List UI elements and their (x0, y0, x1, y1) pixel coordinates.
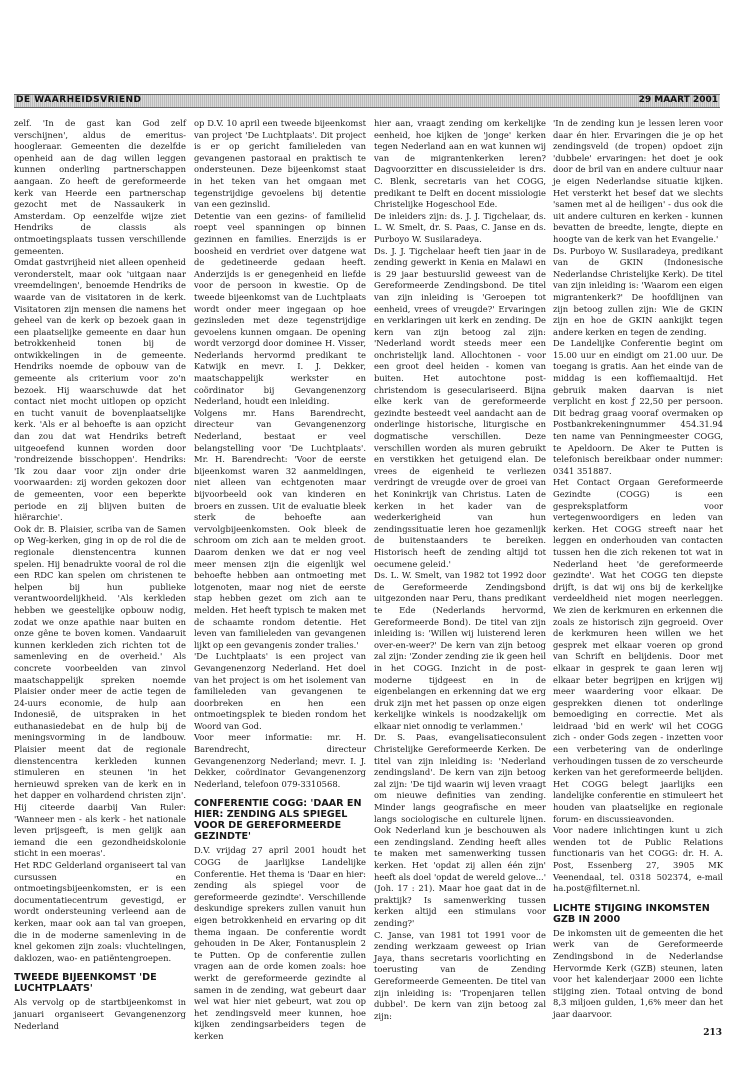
paragraph: De Landelijke Conferentie begint om 15.00 uur en eindigt om 21.00 uur. De toegang is gratis. Aan het einde van de middag is een koffiemaaltijd. Het gebruik maken daarvan is niet verplicht en kost ƒ 22,50 per persoon. Dit bedrag graag vooraf overmaken op Postbankrekeningnummer 454.31.94 ten name van Penningmeester COGG, te Apeldoorn. De Aker te Putten is telefonisch bereikbaar onder nummer: 0341 351887. (553, 338, 723, 476)
column-2 (194, 118, 366, 1041)
paragraph: Ds. J. J. Tigchelaar heeft tien jaar in de zending gewerkt in Kenia en Malawi en is 29 jaar bestuurslid geweest van de Gereformeerde Zendingsbond. De titel van zijn inleiding is 'Geroepen tot eenheid, vrees of vreugde?' Ervaringen en verklaringen uit kerk en zending. De kern van zijn betoog zal zijn: 'Nederland wordt steeds meer een onchristelijk land. Allochtonen - voor een groot deel heiden - komen van buiten. Het autochtone post-christendom is geseculariseerd. Bijna elke kerk van de gereformeerde gezindte besteedt veel aandacht aan de onderlinge historische, liturgische en dogmatische verschillen. Deze verschillen worden als muren gebruikt en verstikken het getuigend elan. De vrees de eigenheid te verliezen verdringt de vreugde over de groei van het Koninkrijk van Christus. Laten de kerken in het kader van de wederkerigheid van hun zendingssituatie leren hoe gezamenlijk de buitenstaanders te bereiken. Historisch heeft de zending altijd tot oecumene geleid.' (374, 245, 546, 569)
page-header-bar (14, 94, 720, 108)
paragraph: D.V. vrijdag 27 april 2001 houdt het COGG de jaarlijkse Landelijke Conferentie. Het thema is 'Daar en hier: zending als spiegel voor de gereformeerde gezindte'. Verschillende deskundige sprekers zullen vanuit hun eigen betrokkenheid en ervaring op dit thema ingaan. De conferentie wordt gehouden in De Aker, Fontanusplein 2 te Putten. Op de conferentie zullen vragen aan de orde komen zoals: hoe werkt de gereformeerde gezindte al samen in de zending, wat gebeurt daar wel wat hier niet gebeurt, wat zou op het zendingsveld meer kunnen, hoe kijken zendingsarbeiders tegen de kerken (194, 845, 366, 1041)
paragraph: op D.V. 10 april een tweede bijeenkomst van project 'De Luchtplaats'. Dit project is er op gericht familieleden van gevangenen pastoraal en praktisch te ondersteunen. Deze bijeenkomst staat in het teken van het omgaan met tegenstrijdige gevoelens bij detentie van een gezinslid. (194, 118, 366, 210)
paragraph: Voor nadere inlichtingen kunt u zich wenden tot de Public Relations functionaris van het COGG: dr. H. A. Post, Essenberg 27, 3905 MK Veenendaal, tel. 0318 502374, e-mail ha.post@filternet.nl. (553, 825, 723, 894)
section-heading: CONFERENTIE COGG: 'DAAR EN HIER: ZENDING ALS SPIEGEL VOOR DE GEREFORMEERDE GEZINDTE' (194, 798, 362, 843)
paragraph: hier aan, vraagt zending om kerkelijke eenheid, hoe kijken de 'jonge' kerken tegen Nederland aan en wat kunnen wij van de migrantenkerken leren? Dagvoorzitter en discussieleider is drs. C. Blenk, secretaris van het COGG, predikant te Delft en docent missiologie Christelijke Hogeschool Ede. (374, 118, 546, 210)
paragraph: Het RDC Gelderland organiseert tal van cursussen en ontmoetingsbijeenkomsten, er is een documentatiecentrum gevestigd, er wordt ondersteuning verleend aan de kerken, maar ook aan tal van groepen, die in de moderne samenleving in de knel gekomen zijn zoals: vluchtelingen, daklozen, wao- en patiëntengroepen. (14, 860, 186, 963)
paragraph: Ook dr. B. Plaisier, scriba van de Samen op Weg-kerken, ging in op de rol die de regionale dienstencentra kunnen spelen. Hij benadrukte vooral de rol die een RDC kan spelen om christenen te helpen bij hun publieke verantwoordelijkheid. 'Als kerkleden hebben we geestelijke opbouw nodig, zodat we onze apathie naar buiten en onze gêne te boven komen. Vandaaruit kunnen kerkleden zich richten tot de samenleving en de overheid.' Als concrete voorbeelden van zinvol maatschappelijk spreken noemde Plaisier onder meer de actie tegen de 24-uurs economie, de hulp aan Indonesië, de uitspraken in het euthanasiedebat en de hulp bij de meningsvorming in de landbouw. Plaisier meent dat de regionale dienstencentra kerkleden kunnen stimuleren en steunen 'in het hernieuwd spreken van de kerk en in het dapper en volhardend christen zijn'. Hij citeerde daarbij Van Ruler: 'Wanneer men - als kerk - het nationale leven prijsgeeft, is men gelijk aan iemand die een gezondheidskolonie sticht in een moeras'. (14, 523, 186, 859)
paragraph: Voor meer informatie: mr. H. Barendrecht, directeur Gevangenenzorg Nederland; mevr. I. J. Dekker, coördinator Gevangenenzorg Nederland, telefoon 079-3310568. (194, 732, 366, 789)
paragraph: C. Janse, van 1981 tot 1991 voor de zending werkzaam geweest op Irian Jaya, thans secretaris voorlichting en toerusting van de Zending Gereformeerde Gemeenten. De titel van zijn inleiding is: 'Tropenjaren tellen dubbel'. De kern van zijn betoog zal zijn: (374, 929, 546, 1021)
paragraph: Omdat gastvrijheid niet alleen openheid veronderstelt, maar ook 'uitgaan naar vreemdelingen', benoemde Hendriks de waarde van de visitatoren in de kerk. Visitatoren zijn mensen die namens het geheel van de kerk op bezoek gaan in een plaatselijke gemeente en daar hun betrokkenheid tonen bij de ontwikkelingen in de gemeente. Hendriks noemde de opbouw van de gemeente als criterium voor zo'n bezoek. Hij waarschuwde dat het contact niet mocht uitlopen op opzicht en tucht vanuit de bovenplaatselijke kerk. 'Als er al behoefte is aan opzicht dan zou dat wat Hendriks betreft uitgeoefend kunnen worden door 'rondreizende bisschoppen'. Hendriks: 'Ik zou daar voor zijn onder drie voorwaarden: zij worden gekozen door de gemeenten, voor een beperkte periode en zij blijven buiten de hiërarchie'. (14, 257, 186, 523)
section-heading: TWEEDE BIJEENKOMST 'DE LUCHTPLAATS' (14, 972, 157, 995)
paragraph: De inleiders zijn: ds. J. J. Tigchelaar, ds. L. W. Smelt, dr. S. Paas, C. Janse en ds. Purboyo W. Susilaradeya. (374, 210, 546, 244)
paragraph: Het Contact Orgaan Gereformeerde Gezindte (COGG) is een gespreksplatform voor vertegenwoordigers en leden van kerken. Het COGG streeft naar het leggen en onderhouden van contacten tussen hen die zich rekenen tot wat in Nederland heet 'de gereformeerde gezindte'. Wat het COGG ten diepste drijft, is dat wij ons bij de kerkelijke verdeeldheid niet mogen neerleggen. We zien de kerkmuren en erkennen die zoals ze historisch zijn gegroeid. Over de kerkmuren heen willen we het gesprek met elkaar voeren op grond van Schrift en belijdenis. Door met elkaar in gesprek te gaan leren wij elkaar beter begrijpen en krijgen wij meer waardering voor elkaar. De gesprekken dienen tot onderlinge bemoediging en correctie. Met als leidraad 'bid en werk' wil het COGG zich - onder Gods zegen - inzetten voor een verbetering van de onderlinge verhoudingen tussen de zo verscheurde kerken van het gereformeerde belijden. Het COGG belegt jaarlijks een landelijke conferentie en stimuleert het houden van plaatselijke en regionale forum- en discussieavonden. (553, 477, 723, 824)
issue-date: 29 MAART 2001 (638, 95, 718, 105)
column-3 (374, 118, 546, 1021)
masthead-title: DE WAARHEIDSVRIEND (16, 95, 142, 105)
paragraph: 'De Luchtplaats' is een project van Gevangenenzorg Nederland. Het doel van het project is om het isolement van familieleden van gevangenen te doorbreken en hen een ontmoetingsplek te bieden rondom het Woord van God. (194, 651, 366, 731)
paragraph: 'In de zending kun je lessen leren voor daar én hier. Ervaringen die je op het zendingsveld (de tropen) opdoet zijn 'dubbele' ervaringen: het doet je ook door de bril van en andere cultuur naar je eigen Nederlandse situatie kijken. Het versterkt het besef dat we slechts 'samen met al de heiligen' - dus ook die uit andere culturen en kerken - kunnen bevatten de breedte, lengte, diepte en hoogte van de kerk van het Evangelie.' (553, 118, 723, 244)
paragraph: Ds. Purboyo W. Susilaradeya, predikant van de GKIN (Indonesische Nederlandse Christelijke Kerk). De titel van zijn inleiding is: 'Waarom een eigen migrantenkerk?' De hoofdlijnen van zijn betoog zullen zijn: Wie de GKIN zijn en hoe de GKIN aankijkt tegen andere kerken en tegen de zending. (553, 245, 723, 337)
paragraph: Detentie van een gezins- of familielid roept veel spanningen op binnen gezinnen en families. Enerzijds is er boosheid en verdriet over datgene wat de gedetineerde gedaan heeft. Anderzijds is er genegenheid en liefde voor de persoon in kwestie. Op de tweede bijeenkomst van de Luchtplaats wordt onder meer ingegaan op hoe gezinsleden met deze tegenstrijdige gevoelens kunnen omgaan. De opening wordt verzorgd door dominee H. Visser, Nederlands hervormd predikant te Katwijk en mevr. I. J. Dekker, maatschappelijk werkster en coördinator bij Gevangenenzorg Nederland, houdt een inleiding. (194, 210, 366, 407)
paragraph: Ds. L. W. Smelt, van 1982 tot 1992 door de Gereformeerde Zendingsbond uitgezonden naar Peru, thans predikant te Ede (Nederlands hervormd, Gereformeerde Bond). De titel van zijn inleiding is: 'Willen wij luisterend leren over-en-weer?' De kern van zijn betoog zal zijn: 'Zonder zending zie ik geen heil in het COGG. Inzicht in de post-moderne tijdgeest en in de eigenbelangen en erkenning dat we erg druk zijn met het passen op onze eigen kerkelijke winkels is noodzakelijk om elkaar niet onnodig te verlammen.' (374, 570, 546, 731)
column-1 (14, 118, 186, 1031)
page-number: 213 (703, 1028, 722, 1038)
paragraph: Volgens mr. Hans Barendrecht, directeur van Gevangenenzorg Nederland, bestaat er veel belangstelling voor 'De Luchtplaats'. Mr. H. Barendrecht: 'Voor de eerste bijeenkomst waren 32 aanmeldingen, niet alleen van echtgenoten maar bijvoorbeeld ook van kinderen en broers en zussen. Uit de evaluatie bleek sterk de behoefte aan vervolgbijeenkomsten. Ook bleek de schroom om zich aan te melden groot. Daarom denken we dat er nog veel meer mensen zijn die eigenlijk wel behoefte hebben aan ontmoeting met lotgenoten, maar nog niet de eerste stap hebben gezet om zich aan te melden. Het heeft typisch te maken met de schaamte rondom detentie. Het leven van familieleden van gevangenen lijkt op een gevangenis zonder tralies.' (194, 407, 366, 650)
section-heading: LICHTE STIJGING INKOMSTEN GZB IN 2000 (553, 902, 710, 925)
column-4 (553, 118, 723, 1018)
paragraph: Dr. S. Paas, evangelisatieconsulent Christelijke Gereformeerde Kerken. De titel van zijn inleiding is: 'Nederland zendingsland'. De kern van zijn betoog zal zijn: 'De tijd waarin wij leven vraagt om nieuwe definities van zending. Minder langs geografische en meer langs sociologische en culturele lijnen. Ook Nederland kun je beschouwen als een zendingsland. Zending heeft alles te maken met samenwerking tussen kerken. Het 'opdat zij allen één zijn' heeft als doel 'opdat de wereld gelove...' (Joh. 17 : 21). Maar hoe gaat dat in de praktijk? Is samenwerking tussen kerken altijd een stimulans voor zending?' (374, 732, 546, 928)
paragraph: De inkomsten uit de gemeenten die het werk van de Gereformeerde Zendingsbond in de Nederlandse Hervormde Kerk (GZB) steunen, laten voor het kalenderjaar 2000 een lichte stijging zien. Totaal ontving de bond 8,3 miljoen gulden, 1,6% meer dan het jaar daarvoor. (553, 927, 723, 1019)
paragraph: Als vervolg op de startbijeenkomst in januari organiseert Gevangenenzorg Nederland (14, 997, 186, 1031)
paragraph: zelf. 'In de gast kan God zelf verschijnen', aldus de emeritus-hoogleraar. Gemeenten die dezelfde openheid aan de dag willen leggen kunnen onderling partnerschappen aangaan. Zo heeft de gereformeerde kerk van Heerde een partnerschap gezocht met de Nassaukerk in Amsterdam. Op eenzelfde wijze ziet Hendriks de classis als ontmoetingsplaats tussen verschillende gemeenten. (14, 118, 186, 256)
